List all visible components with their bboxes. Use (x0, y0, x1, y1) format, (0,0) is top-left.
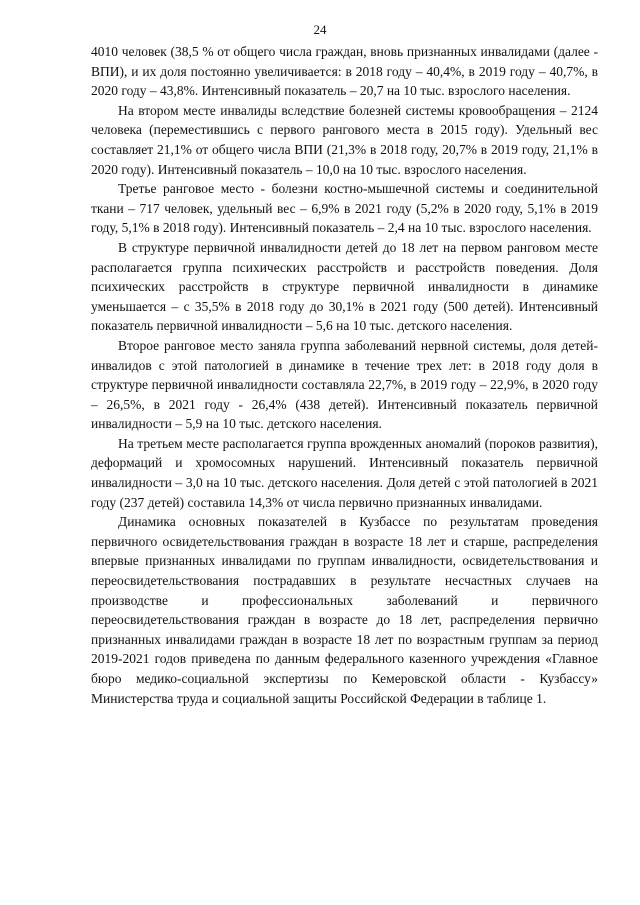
paragraph-musculoskeletal-diseases: Третье ранговое место - болезни костно-мышечной системы и соединительной ткани – 717 человек, удельный вес – 6,9% в 2021 году (5,2% в 2020 году, 5,1% в 2019 году, 5,1% в 2018 году). Интенсивный показатель – 2,4 на 10 тыс. взрослого населения. (91, 181, 598, 236)
paragraph-circulatory-diseases: На втором месте инвалиды вследствие болезней системы кровообращения – 2124 человека (переместившись с первого рангового места в 2015 году). Удельный вес составляет 21,1% от общего числа ВПИ (21,3% в 2018 году, 20,7% в 2019 году, 21,1% в 2020 году). Интенсивный показатель – 10,0 на 10 тыс. взрослого населения. (91, 102, 598, 177)
paragraph-children-nervous-system: Второе ранговое место заняла группа заболеваний нервной системы, доля детей-инвалидов с этой патологией в динамике в течение трех лет: в 2018 году доля в структуре первичной инвалидности составляла 22,7%, в 2019 году – 22,9%, в 2020 году – 26,5%, в 2021 году - 26,4% (438 детей). Интенсивный показатель первичной инвалидности – 5,9 на 10 тыс. детского населения. (91, 337, 598, 432)
page-number: 24 (313, 22, 327, 37)
paragraph-children-congenital-anomalies: На третьем месте располагается группа врожденных аномалий (пороков развития), деформаций и хромосомных нарушений. Интенсивный показатель первичной инвалидности – 3,0 на 10 тыс. детского населения. Доля детей с этой патологией в 2021 году (237 детей) составила 14,3% от числа первично признанных инвалидами. (91, 435, 598, 510)
paragraph-children-mental-disorders: В структуре первичной инвалидности детей до 18 лет на первом ранговом месте располагается группа психических расстройств и расстройств поведения. Доля психических расстройств в структуре первичной инвалидности в динамике уменьшается – с 35,5% в 2018 году до 30,1% в 2021 году (500 детей). Интенсивный показатель первичной инвалидности – 5,6 на 10 тыс. детского населения. (91, 239, 598, 334)
document-body (91, 42, 598, 708)
paragraph-dynamics-summary: Динамика основных показателей в Кузбассе по результатам проведения первичного освидетельствования граждан в возрасте 18 лет и старше, распределения впервые признанных инвалидами по группам инвалидности, освидетельствования и переосвидетельствования пострадавших в результате несчастных случаев на производстве и профессиональных заболеваний и первичного переосвидетельствования граждан в возрасте до 18 лет, распределения первично признанных инвалидами граждан в возрасте 18 лет по возрастным группам за период 2019-2021 годов приведена по данным федерального казенного учреждения «Главное бюро медико-социальной экспертизы по Кемеровской области - Кузбассу» Министерства труда и социальной защиты Российской Федерации в таблице 1. (91, 514, 598, 706)
paragraph-continuation: 4010 человек (38,5 % от общего числа граждан, вновь признанных инвалидами (далее - ВПИ), и их доля постоянно увеличивается: в 2018 году – 40,4%, в 2019 году – 40,7%, в 2020 году – 43,8%. Интенсивный показатель – 20,7 на 10 тыс. взрослого населения. (91, 44, 598, 99)
